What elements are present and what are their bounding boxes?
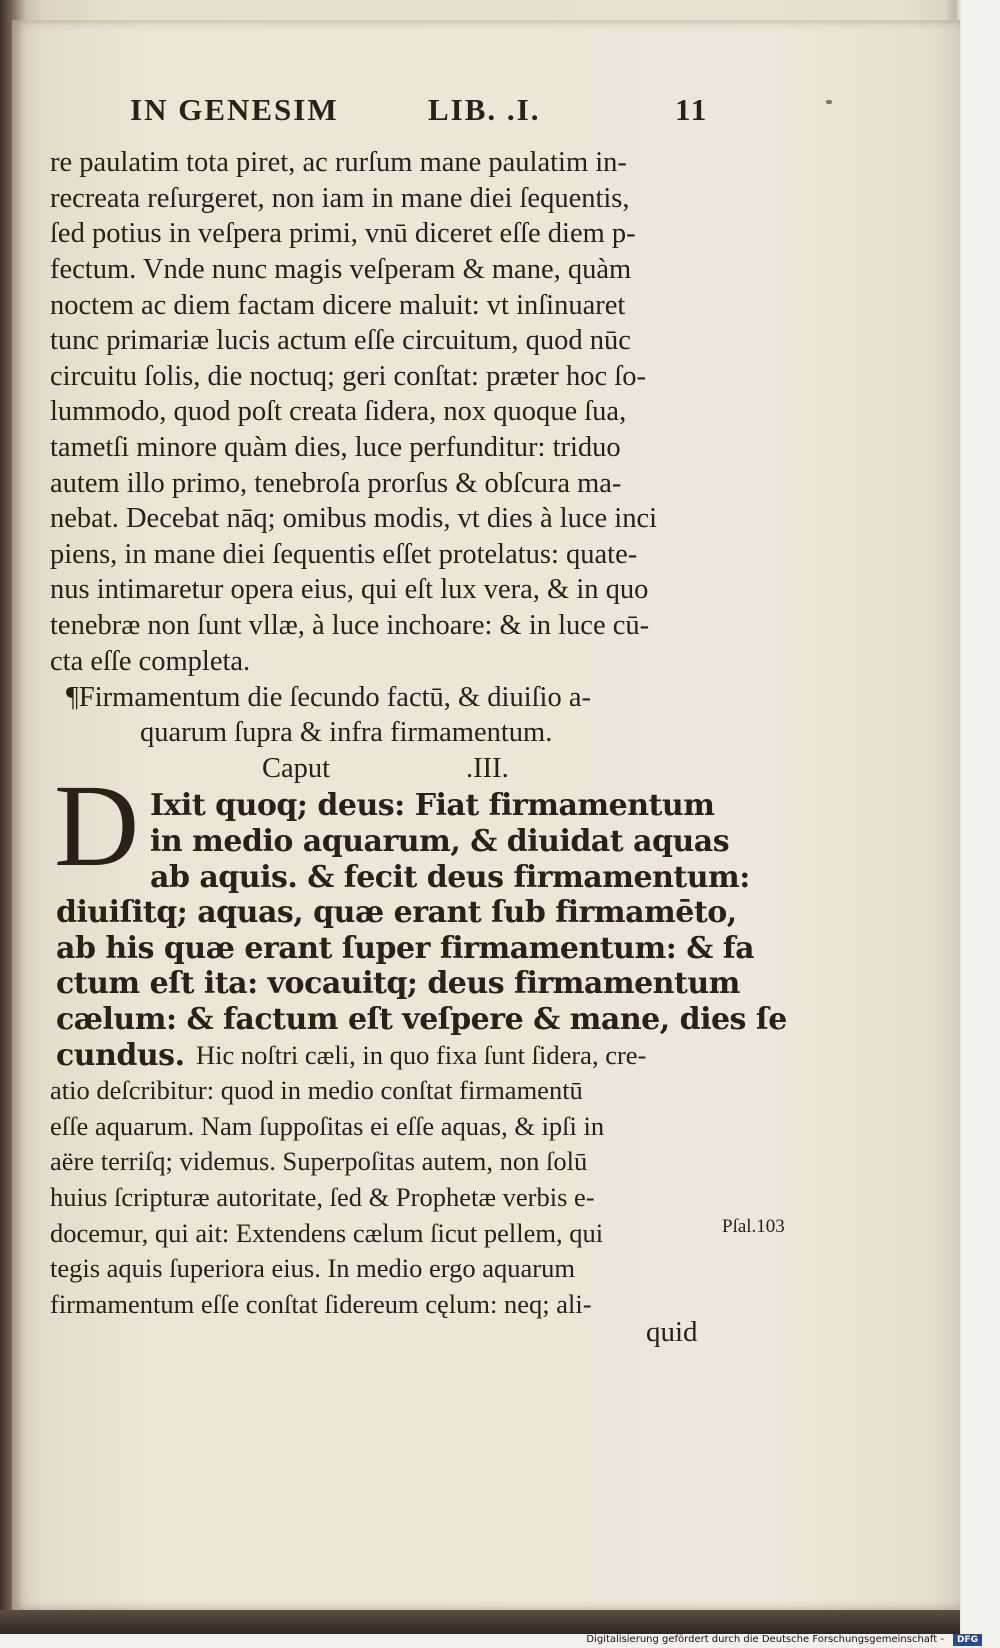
text-line: tametſi minore quàm dies, luce perfunditur: triduo: [50, 432, 621, 463]
commentary-line: docemur, qui ait: Extendens cælum ſicut pellem, qui: [50, 1218, 604, 1248]
commentary-line: firmamentum eſſe conſtat ſidereum cęlum: neq; ali-: [50, 1289, 592, 1319]
text-line: nebat. Decebat nāq; omibus modis, vt dies à luce inci: [50, 503, 658, 534]
text-line: re paulatim tota piret, ac rurſum mane paulatim in-: [50, 147, 627, 178]
scripture-end: cundus.: [56, 1038, 185, 1073]
scripture-line: ab his quæ erant ſuper firmamentum: & fa: [56, 931, 755, 966]
chapter-number: .III.: [466, 753, 509, 784]
text-line: recreata reſurgeret, non iam in mane diei ſequentis,: [50, 183, 630, 214]
running-header-title: IN GENESIM: [130, 92, 339, 127]
commentary-start: Hic noſtri cæli, in quo fixa ſunt ſidera, cre-: [196, 1040, 647, 1070]
running-header-book: LIB. .I.: [428, 92, 541, 127]
section-heading-line: quarum ſupra & infra firmamentum.: [140, 717, 553, 748]
section-heading-line: ¶Firmamentum die ſecundo factū, & diuiſio a-: [66, 682, 591, 713]
digitization-credit: Digitalisierung gefördert durch die Deutsche Forschungsgemeinschaft -: [586, 1634, 944, 1645]
scripture-line: diuiſitq; aquas, quæ erant ſub firmamēto,: [56, 895, 737, 930]
commentary-line: atio deſcribitur: quod in medio conſtat firmamentū: [50, 1075, 583, 1105]
scripture-line: cælum: & factum eſt veſpere & mane, dies ſe: [56, 1002, 787, 1037]
text-line: lummodo, quod poſt creata ſidera, nox quoque ſua,: [50, 396, 627, 427]
scripture-line: ctum eſt ita: vocauitq; deus firmamentum: [56, 966, 740, 1001]
text-line: circuitu ſolis, die noctuq; geri conſtat: præter hoc ſo-: [50, 361, 646, 392]
ink-speck: [826, 100, 832, 104]
commentary-line: eſſe aquarum. Nam ſuppoſitas ei eſſe aquas, & ipſi in: [50, 1111, 605, 1141]
text-line: autem illo primo, tenebroſa prorſus & obſcura ma-: [50, 468, 622, 499]
text-line: noctem ac diem factam dicere maluit: vt inſinuaret: [50, 290, 626, 321]
commentary-line: aëre terriſq; videmus. Superpoſitas autem, non ſolū: [50, 1146, 588, 1176]
page-bottom-edge: [0, 1610, 960, 1634]
page-number: 11: [675, 92, 709, 127]
scripture-line: ab aquis. & fecit deus firmamentum:: [150, 860, 750, 895]
marginal-note: Pſal.103: [722, 1216, 785, 1237]
drop-cap-initial: D: [54, 760, 140, 891]
commentary-line: huius ſcripturæ autoritate, ſed & Prophetæ verbis e-: [50, 1182, 595, 1212]
text-line: tenebræ non ſunt vllæ, à luce inchoare: & in luce cū-: [50, 610, 650, 641]
commentary-line: tegis aquis ſuperiora eius. In medio ergo aquarum: [50, 1253, 575, 1283]
text-line: cta eſſe completa.: [50, 646, 251, 677]
text-line: ſed potius in veſpera primi, vnū diceret eſſe diem p-: [50, 218, 636, 249]
text-line: fectum. Vnde nunc magis veſperam & mane, quàm: [50, 254, 632, 285]
chapter-label: Caput: [262, 753, 331, 784]
text-line: tunc primariæ lucis actum eſſe circuitum, quod nūc: [50, 325, 631, 356]
scripture-line: in medio aquarum, & diuidat aquas: [150, 824, 730, 859]
text-line: piens, in mane diei ſequentis eſſet protelatus: quate-: [50, 539, 638, 570]
text-line: nus intimaretur opera eius, qui eſt lux vera, & in quo: [50, 574, 649, 605]
catchword: quid: [646, 1316, 698, 1348]
scripture-line: Ixit quoq; deus: Fiat firmamentum: [150, 788, 715, 823]
dfg-logo: DFG: [953, 1634, 982, 1646]
